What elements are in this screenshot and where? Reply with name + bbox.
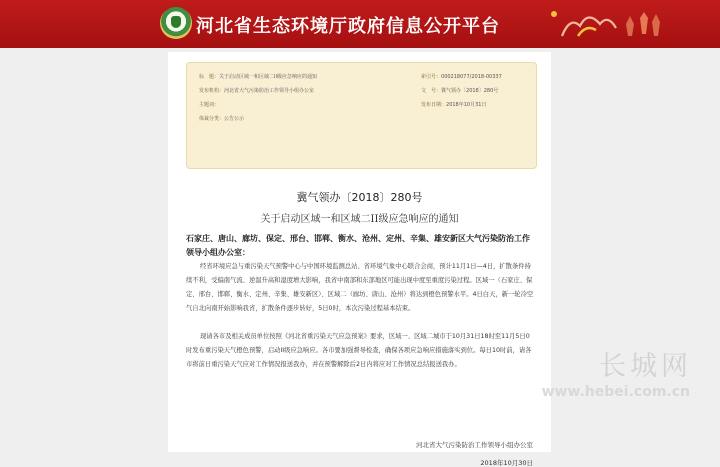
document-metadata-box xyxy=(186,62,537,169)
document-paragraph-1: 经省环境应急与重污染天气预警中心与中国环境监测总站、省环境气象中心联合会商，预计11月1日—4日，扩散条件持续不利，受偏南气流、逆温升高和湿度增大影响，我省中南部和东部地区可能出现中度至重度污染过程。区域一（石家庄、保定、邢台、邯郸、衡水、定州、辛集、雄安新区）、区域二（廊坊、唐山、沧州）将达到橙色预警水平。4日白天，新一轮冷空气自北向南开始影响我省，扩散条件逐步转好，5日0时，本次污染过程基本结束。 xyxy=(186,263,534,312)
meta-index-label: 索引号： xyxy=(421,74,442,80)
meta-docno-value: 冀气领办〔2018〕280号 xyxy=(441,88,499,94)
meta-issuer-value: 河北省大气污染防治工作领导小组办公室 xyxy=(224,88,315,94)
meta-date-row xyxy=(421,101,486,108)
signature-date: 2018年10月30日 xyxy=(480,459,533,467)
meta-date-label: 发布日期： xyxy=(421,102,447,108)
document-recipient: 石家庄、唐山、廊坊、保定、邢台、邯郸、衡水、沧州、定州、辛集、雄安新区大气污染防治工作领导小组办公室： xyxy=(186,234,530,257)
meta-category-label: 体裁分类： xyxy=(199,116,225,122)
meta-title-label: 标 题： xyxy=(199,74,220,80)
emblem-icon xyxy=(160,7,192,39)
document-number: 冀气领办〔2018〕280号 xyxy=(296,191,423,204)
signature-organization: 河北省大气污染防治工作领导小组办公室 xyxy=(416,441,533,449)
meta-category-row xyxy=(199,115,244,122)
meta-index-value: 000218077/2018-00337 xyxy=(441,74,502,80)
meta-title-row xyxy=(199,73,317,80)
meta-docno-label: 文 号： xyxy=(421,88,442,94)
watermark-url: www.hebei.com.cn xyxy=(541,384,690,400)
meta-keyword-label: 主题词： xyxy=(199,102,220,108)
document-title: 关于启动区域一和区域二II级应急响应的通知 xyxy=(260,214,459,225)
meta-docno-row xyxy=(421,87,498,94)
watermark-logo-text: 长城网 xyxy=(599,351,692,382)
meta-date-value: 2018年10月31日 xyxy=(446,102,487,108)
meta-index-row xyxy=(421,73,502,80)
site-title: 河北省生态环境厅政府信息公开平台 xyxy=(196,16,500,37)
document-panel xyxy=(168,52,551,467)
document-paragraph-2: 现请各市及相关成员单位按照《河北省重污染天气应急预案》要求，区域一、区域二城市于10月31日18时至11月5日0时发布重污染天气橙色预警，启动II级应急响应。各市要加强督导检查，确保各项应急响应措施落实到位。每日10时前，请各市将前日重污染天气应对工作情况报送我办，并在预警解除后2日内将应对工作情况总结报送我办。 xyxy=(186,333,532,368)
meta-keyword-row xyxy=(199,101,219,108)
site-banner xyxy=(0,0,720,48)
meta-title-value: 关于启动区域一和区域二II级应急响应的通知 xyxy=(219,74,317,80)
meta-issuer-label: 发布机构： xyxy=(199,88,225,94)
red-silhouette-art-icon xyxy=(548,6,668,44)
meta-category-value: 公告公示 xyxy=(224,116,245,122)
meta-issuer-row xyxy=(199,87,314,94)
